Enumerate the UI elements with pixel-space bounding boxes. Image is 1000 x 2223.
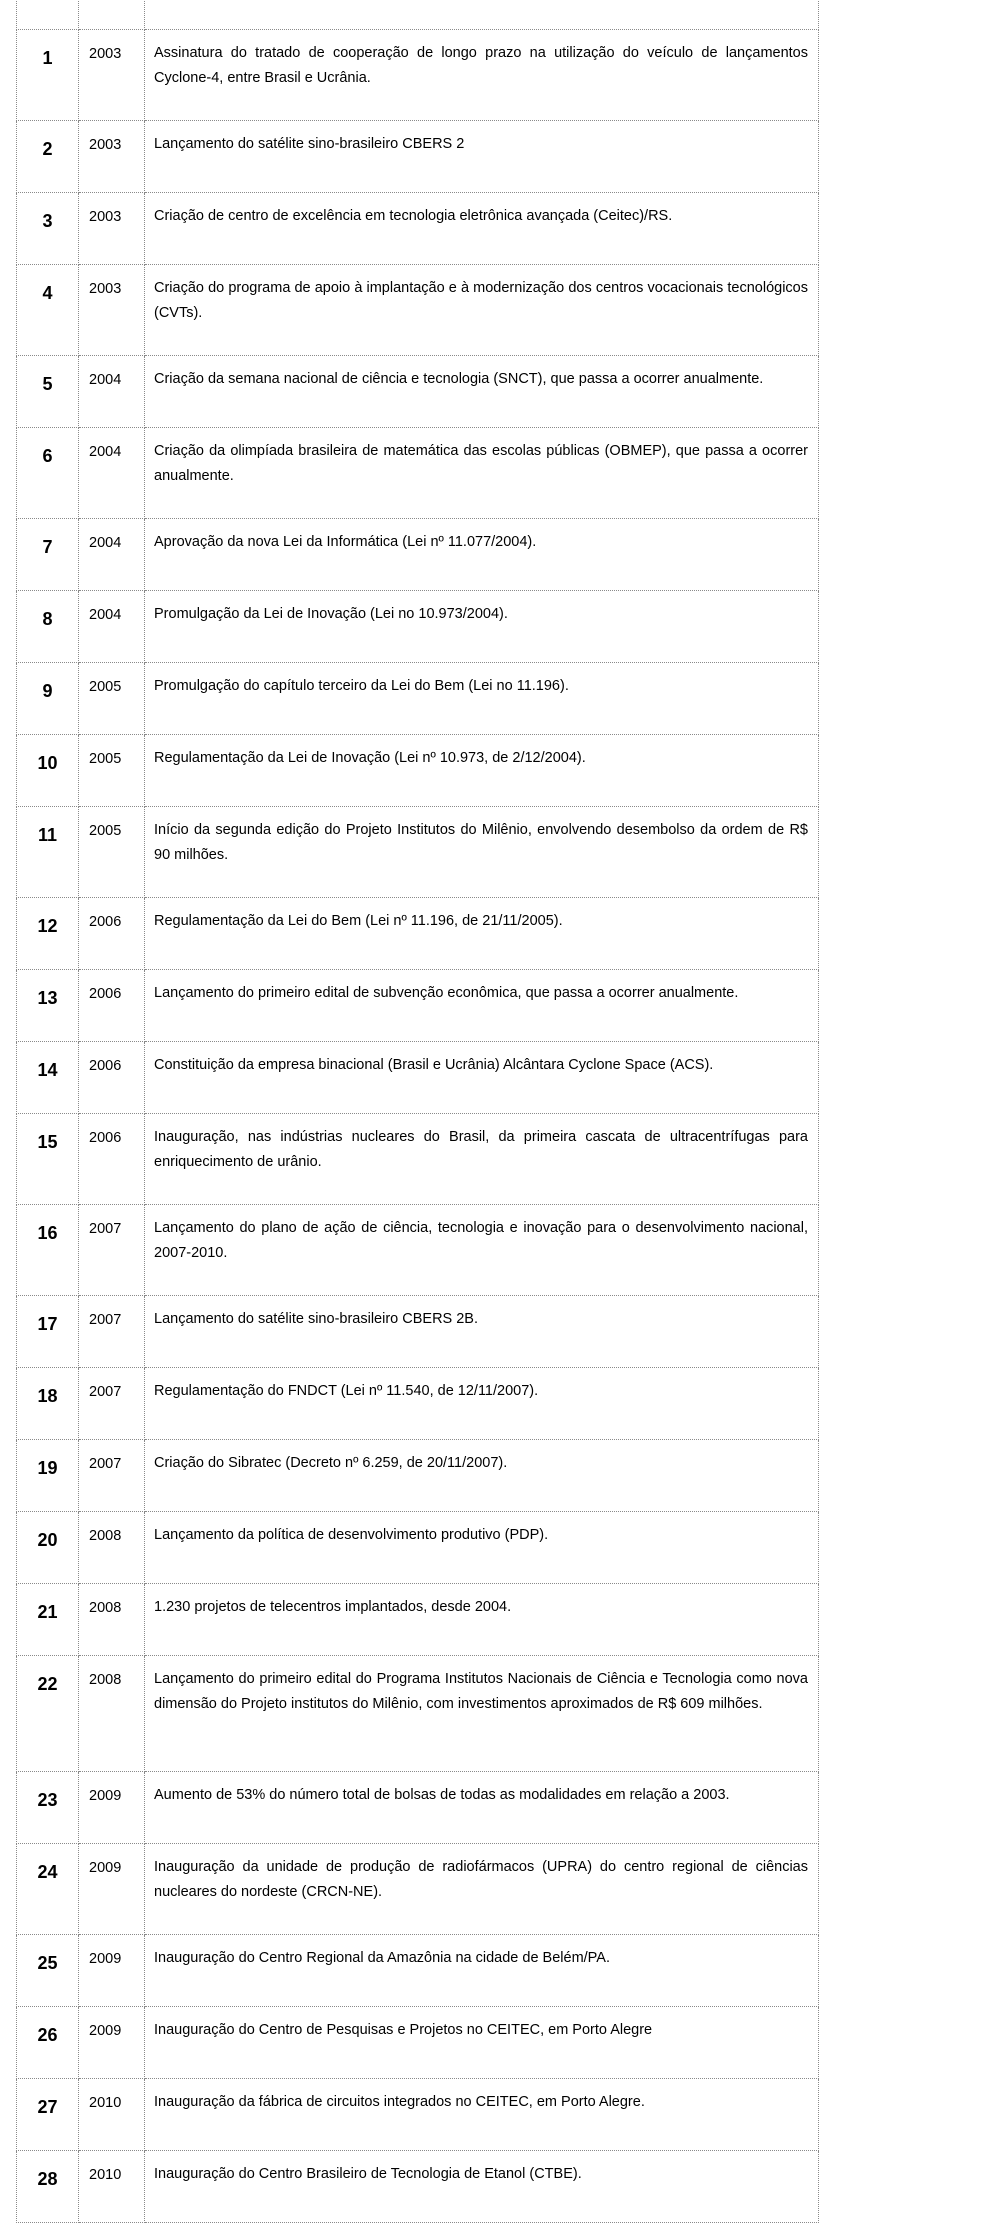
table-row bbox=[17, 1656, 819, 1772]
table-row bbox=[17, 519, 819, 591]
table-row bbox=[17, 1296, 819, 1368]
row-description: Lançamento do primeiro edital do Programa Institutos Nacionais de Ciência e Tecnologia como nova dimensão do Projeto institutos do Milênio, com investimentos aproximados de R$ 609 milhões. bbox=[145, 1656, 819, 1772]
row-number: 24 bbox=[17, 1844, 79, 1935]
row-number: 18 bbox=[17, 1368, 79, 1440]
row-year: 2007 bbox=[79, 1205, 145, 1296]
row-year: 2006 bbox=[79, 898, 145, 970]
table-row bbox=[17, 265, 819, 356]
row-number: 25 bbox=[17, 1935, 79, 2007]
row-description: Criação de centro de excelência em tecnologia eletrônica avançada (Ceitec)/RS. bbox=[145, 193, 819, 265]
table-header-row-remnant bbox=[17, 0, 819, 30]
row-number: 22 bbox=[17, 1656, 79, 1772]
row-description: Lançamento do satélite sino-brasileiro CBERS 2 bbox=[145, 121, 819, 193]
row-year: 2006 bbox=[79, 970, 145, 1042]
header-cell-year bbox=[79, 0, 145, 30]
table-row bbox=[17, 1584, 819, 1656]
header-cell-desc bbox=[145, 0, 819, 30]
row-description: Inauguração da unidade de produção de radiofármacos (UPRA) do centro regional de ciências nucleares do nordeste (CRCN-NE). bbox=[145, 1844, 819, 1935]
row-year: 2009 bbox=[79, 2007, 145, 2079]
row-description: Regulamentação da Lei de Inovação (Lei nº 10.973, de 2/12/2004). bbox=[145, 735, 819, 807]
row-year: 2007 bbox=[79, 1368, 145, 1440]
table-row bbox=[17, 1935, 819, 2007]
table-row bbox=[17, 663, 819, 735]
row-number: 1 bbox=[17, 30, 79, 121]
row-number: 4 bbox=[17, 265, 79, 356]
row-year: 2003 bbox=[79, 265, 145, 356]
row-description: Inauguração da fábrica de circuitos integrados no CEITEC, em Porto Alegre. bbox=[145, 2079, 819, 2151]
table-row bbox=[17, 193, 819, 265]
row-year: 2008 bbox=[79, 1584, 145, 1656]
row-number: 20 bbox=[17, 1512, 79, 1584]
row-description: Criação do Sibratec (Decreto nº 6.259, de 20/11/2007). bbox=[145, 1440, 819, 1512]
row-number: 5 bbox=[17, 356, 79, 428]
table-row bbox=[17, 591, 819, 663]
table-row bbox=[17, 2151, 819, 2223]
table-row bbox=[17, 356, 819, 428]
row-year: 2010 bbox=[79, 2151, 145, 2223]
row-number: 28 bbox=[17, 2151, 79, 2223]
row-description: Lançamento da política de desenvolvimento produtivo (PDP). bbox=[145, 1512, 819, 1584]
row-number: 15 bbox=[17, 1114, 79, 1205]
row-description: 1.230 projetos de telecentros implantados, desde 2004. bbox=[145, 1584, 819, 1656]
table-row bbox=[17, 121, 819, 193]
header-cell-num bbox=[17, 0, 79, 30]
row-number: 3 bbox=[17, 193, 79, 265]
row-description: Promulgação da Lei de Inovação (Lei no 10.973/2004). bbox=[145, 591, 819, 663]
row-year: 2003 bbox=[79, 193, 145, 265]
row-year: 2005 bbox=[79, 663, 145, 735]
row-year: 2009 bbox=[79, 1844, 145, 1935]
table-row bbox=[17, 2079, 819, 2151]
row-description: Aprovação da nova Lei da Informática (Lei nº 11.077/2004). bbox=[145, 519, 819, 591]
row-number: 8 bbox=[17, 591, 79, 663]
row-number: 26 bbox=[17, 2007, 79, 2079]
row-year: 2004 bbox=[79, 356, 145, 428]
row-year: 2004 bbox=[79, 591, 145, 663]
table-row bbox=[17, 1042, 819, 1114]
row-number: 6 bbox=[17, 428, 79, 519]
row-number: 12 bbox=[17, 898, 79, 970]
row-description: Lançamento do satélite sino-brasileiro CBERS 2B. bbox=[145, 1296, 819, 1368]
row-description: Constituição da empresa binacional (Brasil e Ucrânia) Alcântara Cyclone Space (ACS). bbox=[145, 1042, 819, 1114]
row-year: 2004 bbox=[79, 428, 145, 519]
row-number: 11 bbox=[17, 807, 79, 898]
row-year: 2009 bbox=[79, 1772, 145, 1844]
row-description: Aumento de 53% do número total de bolsas de todas as modalidades em relação a 2003. bbox=[145, 1772, 819, 1844]
row-description: Promulgação do capítulo terceiro da Lei do Bem (Lei no 11.196). bbox=[145, 663, 819, 735]
table-row bbox=[17, 1844, 819, 1935]
milestones-table-body bbox=[17, 0, 819, 2223]
row-number: 27 bbox=[17, 2079, 79, 2151]
row-year: 2005 bbox=[79, 735, 145, 807]
row-year: 2003 bbox=[79, 30, 145, 121]
table-row bbox=[17, 1114, 819, 1205]
row-number: 2 bbox=[17, 121, 79, 193]
table-row bbox=[17, 428, 819, 519]
row-year: 2007 bbox=[79, 1296, 145, 1368]
row-description: Inauguração do Centro Regional da Amazônia na cidade de Belém/PA. bbox=[145, 1935, 819, 2007]
row-description: Lançamento do plano de ação de ciência, tecnologia e inovação para o desenvolvimento nacional, 2007-2010. bbox=[145, 1205, 819, 1296]
row-year: 2010 bbox=[79, 2079, 145, 2151]
row-number: 13 bbox=[17, 970, 79, 1042]
row-description: Lançamento do primeiro edital de subvenção econômica, que passa a ocorrer anualmente. bbox=[145, 970, 819, 1042]
row-number: 10 bbox=[17, 735, 79, 807]
table-row bbox=[17, 1205, 819, 1296]
row-number: 19 bbox=[17, 1440, 79, 1512]
milestones-table bbox=[16, 0, 819, 2223]
row-number: 14 bbox=[17, 1042, 79, 1114]
row-year: 2006 bbox=[79, 1042, 145, 1114]
row-year: 2008 bbox=[79, 1656, 145, 1772]
row-number: 7 bbox=[17, 519, 79, 591]
table-row bbox=[17, 1512, 819, 1584]
table-row bbox=[17, 807, 819, 898]
table-row bbox=[17, 2007, 819, 2079]
row-description: Regulamentação da Lei do Bem (Lei nº 11.196, de 21/11/2005). bbox=[145, 898, 819, 970]
row-year: 2007 bbox=[79, 1440, 145, 1512]
row-number: 9 bbox=[17, 663, 79, 735]
row-description: Criação da olimpíada brasileira de matemática das escolas públicas (OBMEP), que passa a ocorrer anualmente. bbox=[145, 428, 819, 519]
row-year: 2004 bbox=[79, 519, 145, 591]
table-row bbox=[17, 898, 819, 970]
row-description: Criação do programa de apoio à implantação e à modernização dos centros vocacionais tecnológicos (CVTs). bbox=[145, 265, 819, 356]
row-description: Inauguração do Centro Brasileiro de Tecnologia de Etanol (CTBE). bbox=[145, 2151, 819, 2223]
row-description: Inauguração do Centro de Pesquisas e Projetos no CEITEC, em Porto Alegre bbox=[145, 2007, 819, 2079]
table-row bbox=[17, 735, 819, 807]
row-number: 16 bbox=[17, 1205, 79, 1296]
row-year: 2009 bbox=[79, 1935, 145, 2007]
table-row bbox=[17, 1368, 819, 1440]
row-description: Inauguração, nas indústrias nucleares do Brasil, da primeira cascata de ultracentrífugas para enriquecimento de urânio. bbox=[145, 1114, 819, 1205]
row-number: 23 bbox=[17, 1772, 79, 1844]
row-description: Regulamentação do FNDCT (Lei nº 11.540, de 12/11/2007). bbox=[145, 1368, 819, 1440]
row-description: Assinatura do tratado de cooperação de longo prazo na utilização do veículo de lançamentos Cyclone-4, entre Brasil e Ucrânia. bbox=[145, 30, 819, 121]
row-description: Criação da semana nacional de ciência e tecnologia (SNCT), que passa a ocorrer anualmente. bbox=[145, 356, 819, 428]
row-number: 17 bbox=[17, 1296, 79, 1368]
table-row bbox=[17, 1440, 819, 1512]
row-year: 2008 bbox=[79, 1512, 145, 1584]
table-row bbox=[17, 970, 819, 1042]
row-year: 2006 bbox=[79, 1114, 145, 1205]
row-year: 2005 bbox=[79, 807, 145, 898]
row-number: 21 bbox=[17, 1584, 79, 1656]
row-description: Início da segunda edição do Projeto Institutos do Milênio, envolvendo desembolso da ordem de R$ 90 milhões. bbox=[145, 807, 819, 898]
table-row bbox=[17, 30, 819, 121]
row-year: 2003 bbox=[79, 121, 145, 193]
table-row bbox=[17, 1772, 819, 1844]
